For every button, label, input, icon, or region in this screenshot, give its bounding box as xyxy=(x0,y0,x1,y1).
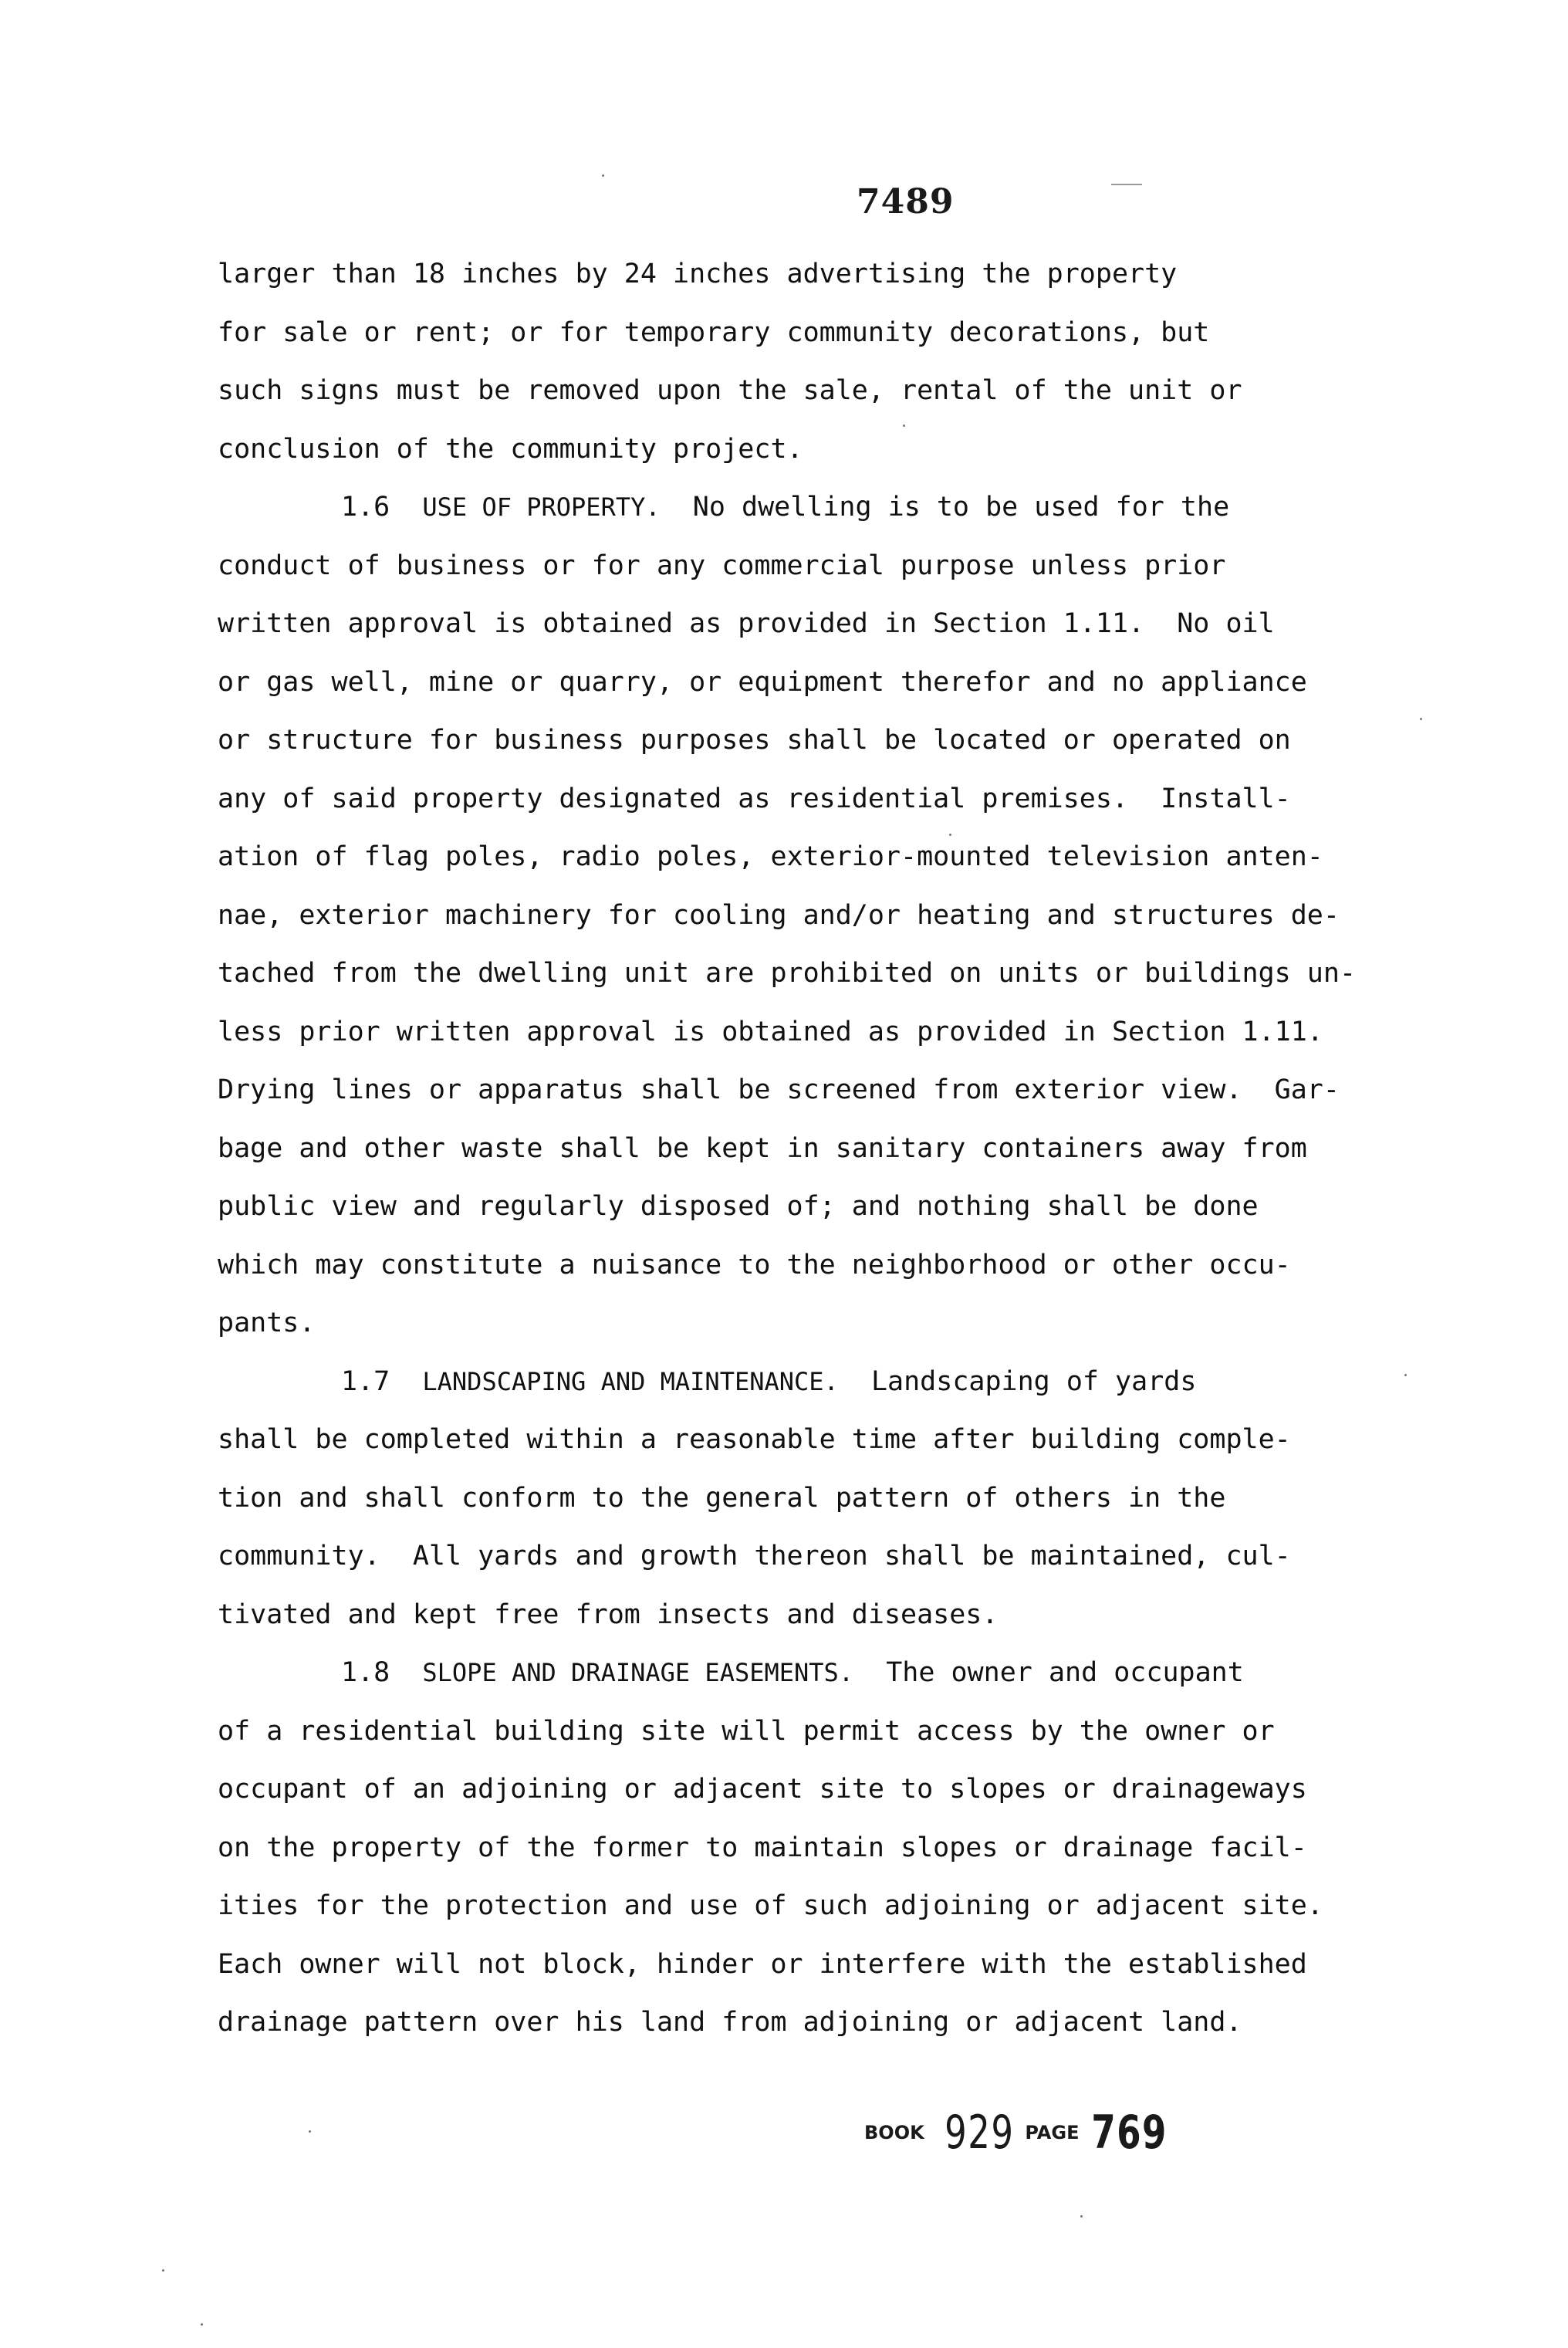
text-line: larger than 18 inches by 24 inches advertising the property xyxy=(218,259,1178,289)
text-line: any of said property designated as residential premises. Install- xyxy=(218,783,1291,814)
section-1-8 xyxy=(218,1644,1421,2052)
scan-speck xyxy=(903,425,905,427)
text-span: Landscaping of yards xyxy=(870,1365,1197,1397)
text-line: written approval is obtained as provided in Section 1.11. No oil xyxy=(218,608,1275,639)
text-line: ation of flag poles, radio poles, exterior-mounted television anten- xyxy=(218,841,1323,872)
scan-speck xyxy=(602,174,604,177)
text-line: pants. xyxy=(218,1308,316,1338)
text-line: conduct of business or for any commercial purpose unless prior xyxy=(218,550,1226,581)
scan-speck xyxy=(162,2269,164,2272)
text-line: of a residential building site will permit access by the owner or xyxy=(218,1715,1275,1747)
text-line: which may constitute a nuisance to the neighborhood or other occu- xyxy=(218,1249,1291,1281)
section-1-7 xyxy=(218,1353,1421,1645)
section-heading-line xyxy=(218,479,1421,537)
text-line: Each owner will not block, hinder or interfere with the established xyxy=(218,1948,1307,1980)
page-label: PAGE xyxy=(1025,2122,1080,2143)
text-line: or structure for business purposes shall be located or operated on xyxy=(218,725,1291,756)
text-line: tached from the dwelling unit are prohibited on units or buildings un- xyxy=(218,958,1357,989)
scan-speck xyxy=(1420,718,1422,720)
section-number: 1.7 xyxy=(341,1365,390,1397)
paragraph-continuation xyxy=(218,245,1421,479)
section-1-6 xyxy=(218,479,1421,1353)
text-line: public view and regularly disposed of; and nothing shall be done xyxy=(218,1191,1259,1222)
section-number: 1.6 xyxy=(341,492,390,523)
text-span: The owner and occupant xyxy=(886,1657,1244,1688)
text-span: No dwelling is to be used for the xyxy=(692,492,1230,523)
section-heading: LANDSCAPING AND MAINTENANCE. xyxy=(422,1366,839,1396)
book-number: 929 xyxy=(944,2106,1015,2160)
text-line: conclusion of the community project. xyxy=(218,433,803,465)
text-line: such signs must be removed upon the sale, rental of the unit or xyxy=(218,375,1242,406)
text-line: ities for the protection and use of such adjoining or adjacent site. xyxy=(218,1890,1323,1921)
text-line: on the property of the former to maintain slopes or drainage facil- xyxy=(218,1832,1307,1863)
section-heading: SLOPE AND DRAINAGE EASEMENTS. xyxy=(422,1658,854,1687)
scan-speck xyxy=(949,834,951,836)
section-heading-line xyxy=(218,1644,1421,1703)
text-line: less prior written approval is obtained as provided in Section 1.11. xyxy=(218,1016,1323,1047)
book-page-number: 769 xyxy=(1090,2106,1168,2160)
section-heading-line xyxy=(218,1353,1421,1412)
scan-speck xyxy=(1404,1374,1407,1376)
text-line: tion and shall conform to the general pattern of others in the xyxy=(218,1482,1226,1514)
text-line: Drying lines or apparatus shall be screened from exterior view. Gar- xyxy=(218,1074,1340,1105)
text-line: community. All yards and growth thereon shall be maintained, cul- xyxy=(218,1541,1291,1572)
document-body xyxy=(218,245,1421,2052)
scan-speck xyxy=(1111,184,1142,185)
text-line: nae, exterior machinery for cooling and/or heating and structures de- xyxy=(218,899,1340,931)
book-label: BOOK xyxy=(864,2122,924,2143)
text-line: shall be completed within a reasonable time after building comple- xyxy=(218,1424,1291,1455)
section-number: 1.8 xyxy=(341,1657,390,1688)
scan-speck xyxy=(201,2323,203,2326)
section-heading: USE OF PROPERTY. xyxy=(422,492,661,522)
text-line: bage and other waste shall be kept in sanitary containers away from xyxy=(218,1132,1307,1164)
page-number: 7489 xyxy=(857,182,955,222)
scan-speck xyxy=(309,2130,311,2133)
text-line: occupant of an adjoining or adjacent site to slopes or drainageways xyxy=(218,1774,1307,1805)
text-line: drainage pattern over his land from adjoining or adjacent land. xyxy=(218,2007,1242,2038)
text-line: or gas well, mine or quarry, or equipment therefor and no appliance xyxy=(218,666,1307,698)
text-line: for sale or rent; or for temporary community decorations, but xyxy=(218,316,1210,348)
scan-speck xyxy=(1080,2215,1083,2218)
text-line: tivated and kept free from insects and diseases. xyxy=(218,1599,999,1630)
book-page-reference xyxy=(864,2106,1180,2160)
